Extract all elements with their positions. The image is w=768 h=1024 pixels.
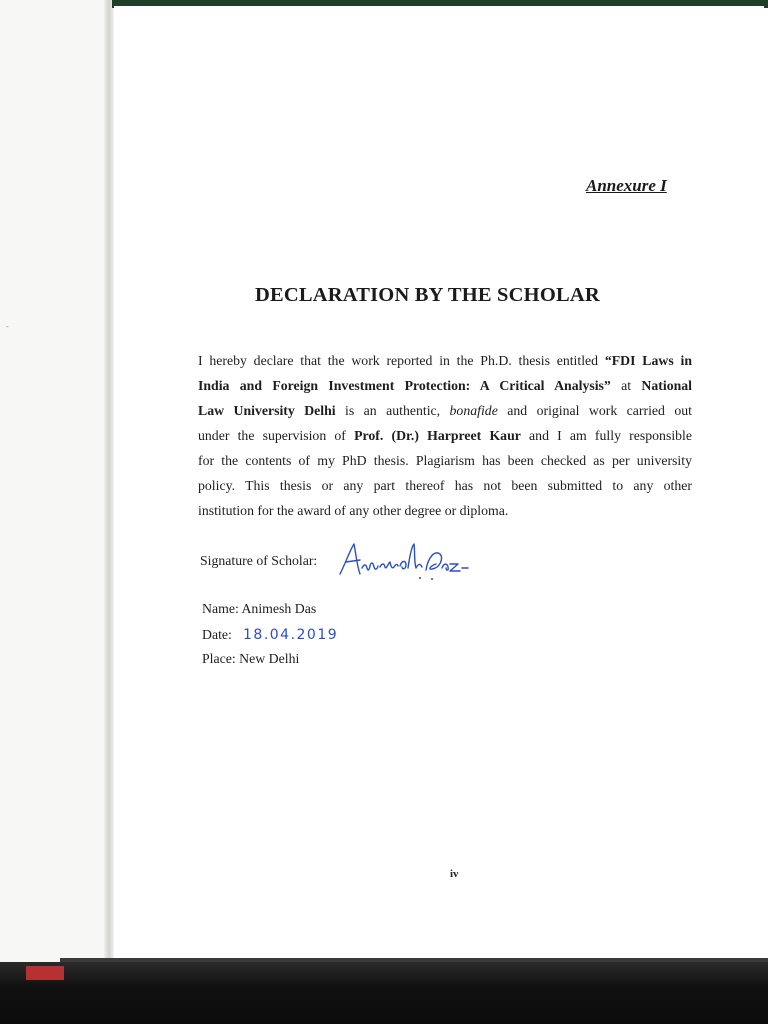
declaration-line-6: policy. This thesis or any part thereof has not been submitted to any other — [198, 478, 692, 493]
declaration-line-2: India and Foreign Investment Protection: A Critical Analysis” at National — [198, 378, 692, 393]
annexure-heading: Annexure I — [586, 176, 667, 195]
date-label: Date: — [202, 627, 232, 642]
handwritten-signature — [336, 540, 472, 584]
scanner-bottom-band — [0, 962, 768, 1024]
place: Place: New Delhi — [202, 651, 300, 666]
handwritten-date: 18.04.2019 — [243, 627, 339, 643]
declaration-line-5: for the contents of my PhD thesis. Plagiarism has been checked as per university — [198, 453, 692, 468]
page-title: DECLARATION BY THE SCHOLAR — [255, 284, 600, 306]
scan-speck: - — [6, 322, 9, 331]
signature-label: Signature of Scholar: — [200, 553, 318, 568]
declaration-line-7: institution for the award of any other degree or diploma. — [198, 503, 509, 518]
declaration-line-3: Law University Delhi is an authentic, bonafide and original work carried out — [198, 403, 693, 418]
left-facing-page — [0, 0, 112, 970]
book-spine-shadow — [104, 0, 114, 970]
red-bookmark-tab — [26, 966, 64, 980]
scholar-name: Name: Animesh Das — [202, 601, 317, 616]
declaration-line-1: I hereby declare that the work reported in the Ph.D. thesis entitled “FDI Laws in — [198, 353, 692, 368]
page-number: iv — [450, 868, 459, 880]
declaration-line-4: under the supervision of Prof. (Dr.) Harpreet Kaur and I am fully responsible — [198, 428, 693, 443]
